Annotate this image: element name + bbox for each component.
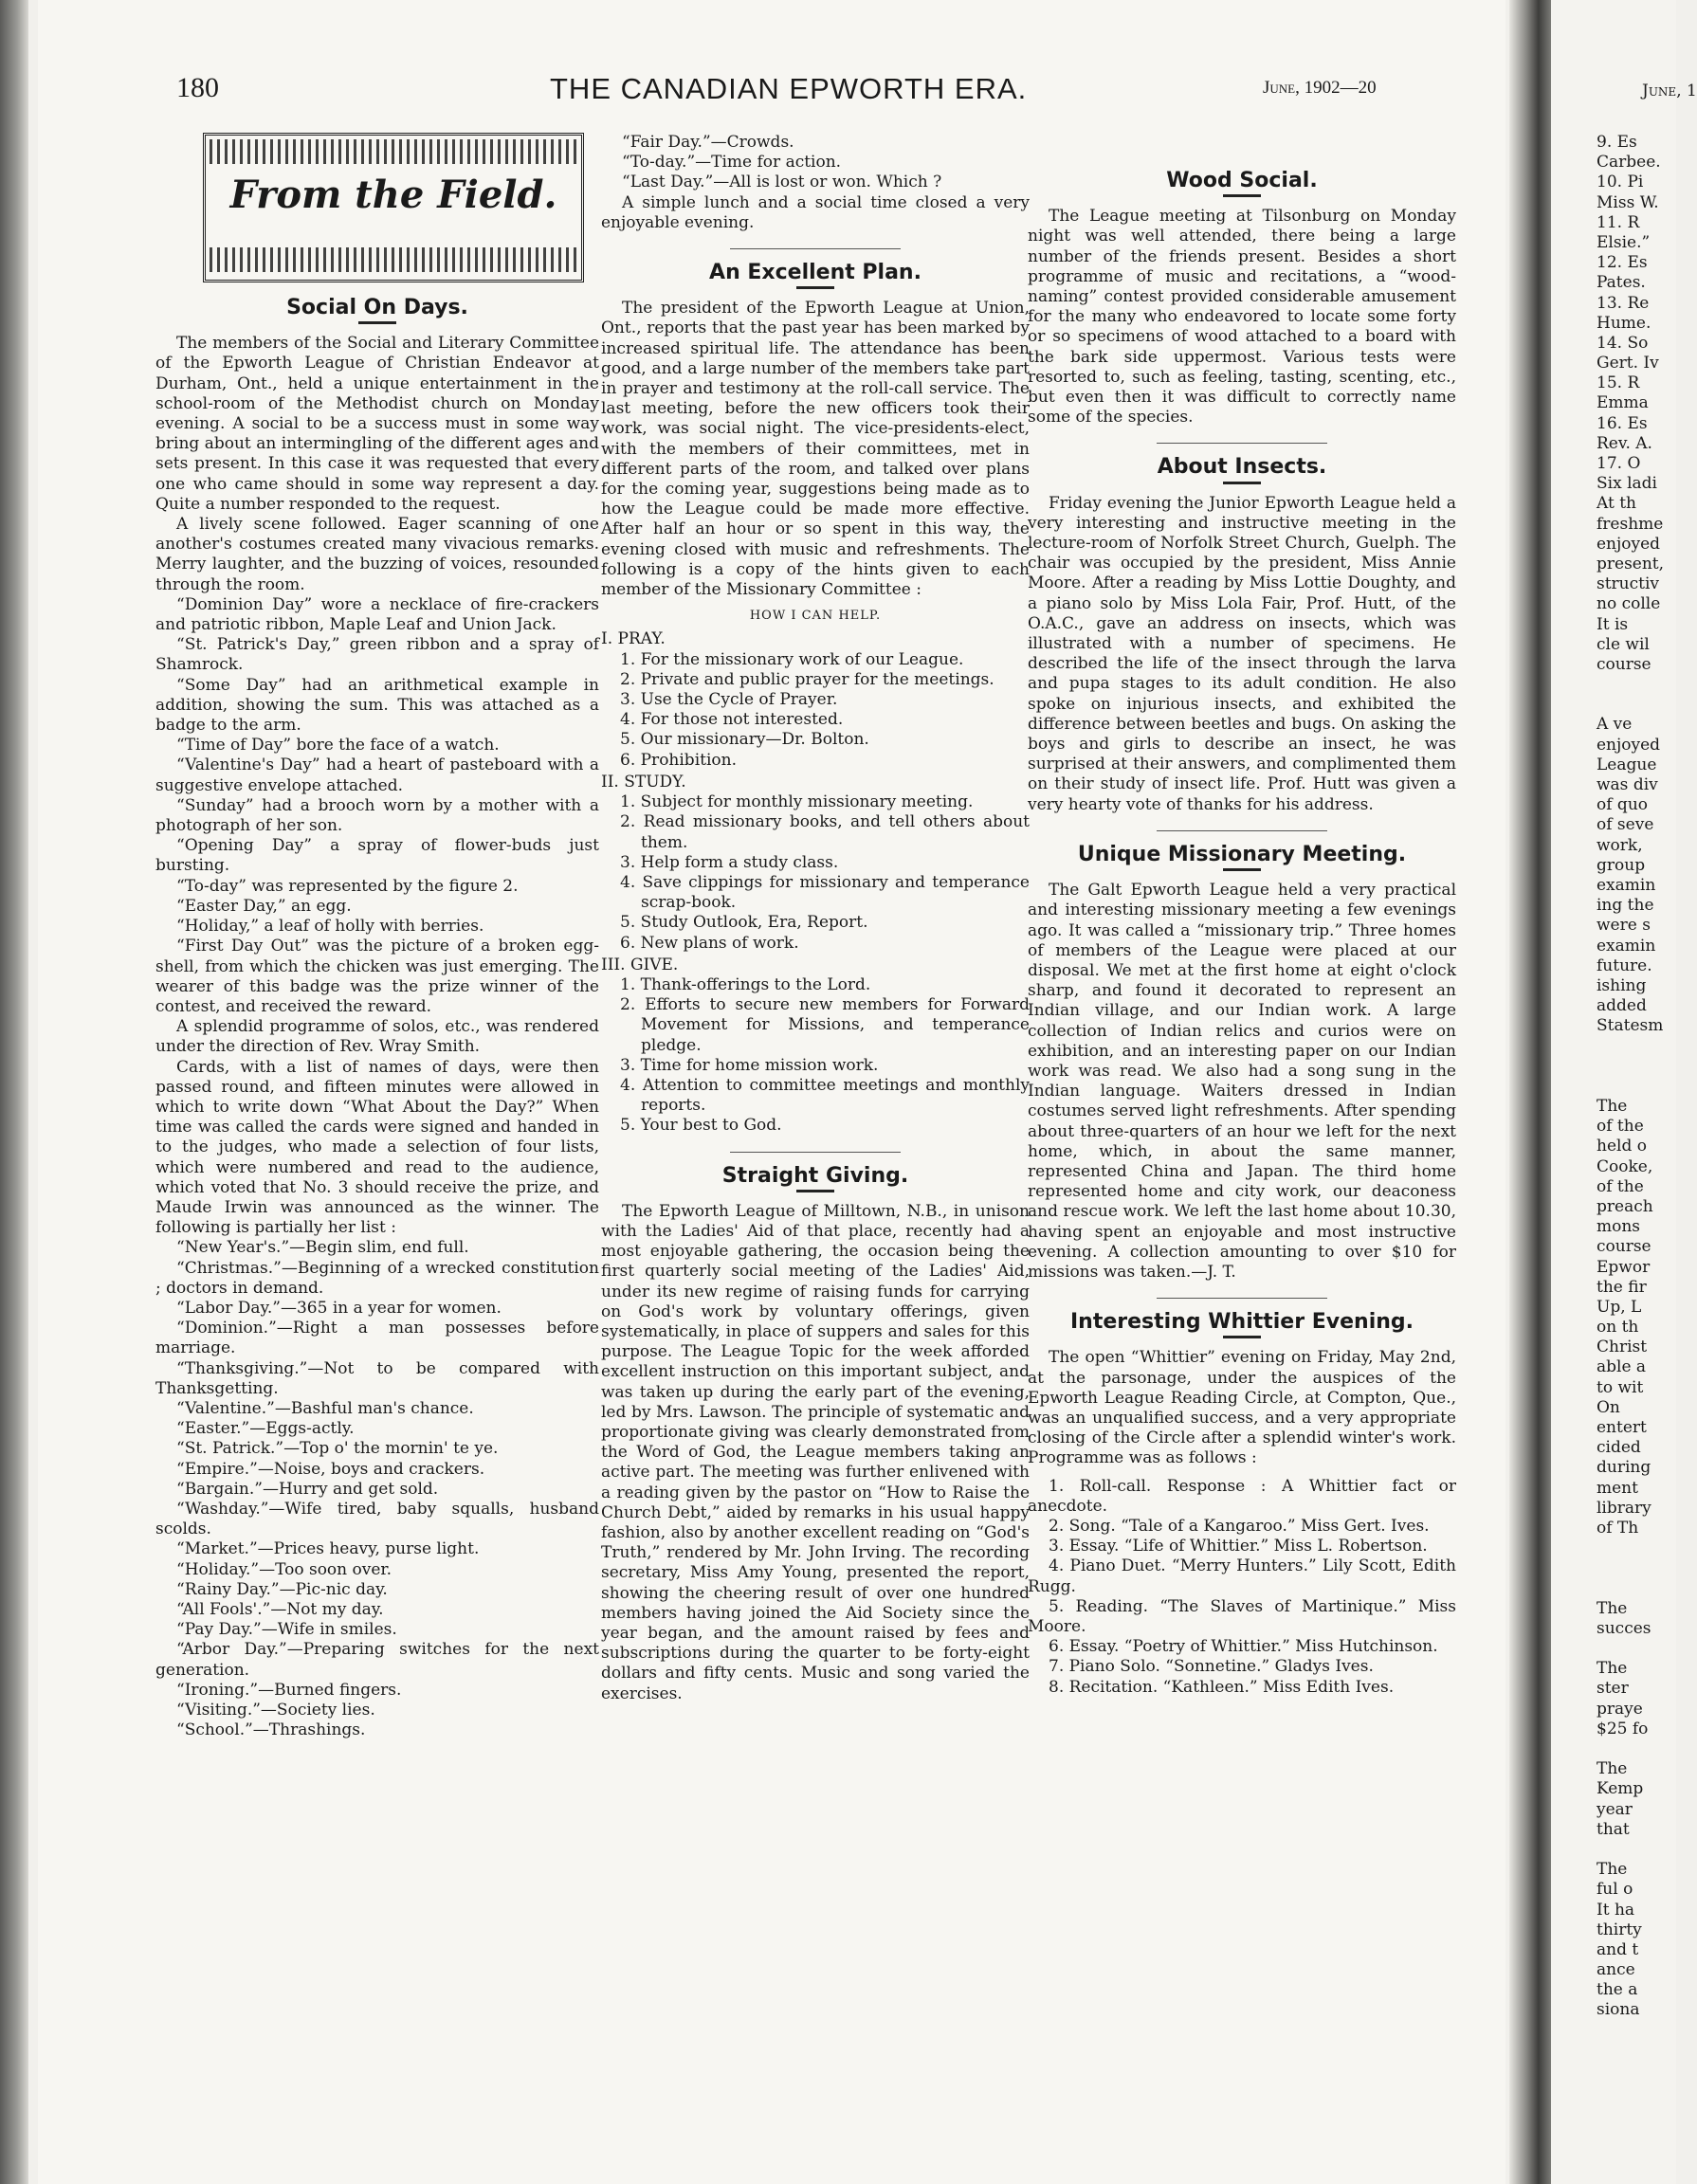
text-line: entert [1597,1418,1647,1437]
text-line: 12. Es [1597,253,1648,273]
text-line: held o [1597,1137,1647,1156]
list-item: 6. Prohibition. [620,750,737,770]
article-paragraph: “School.”—Thrashings. [176,1720,366,1740]
text-line: cided [1597,1438,1641,1458]
programme-item: 1. Roll-call. Response : A Whittier fact or anecdote. [1028,1476,1456,1516]
text-line: A ve [1597,715,1633,735]
article-paragraph: “Visiting.”—Society lies. [176,1701,375,1720]
text-line: the a [1597,1980,1638,2000]
text-line: on th [1597,1318,1639,1338]
text-line: It ha [1597,1900,1635,1920]
issue-date: June, 1902—20 [1263,78,1377,98]
banner-title: From the Field. [229,173,557,217]
text-line: group [1597,855,1646,875]
text-line: ing the [1597,896,1654,916]
article-paragraph: “Opening Day” a spray of flower-buds just bursting. [155,836,599,876]
heading-rule [1223,482,1261,484]
text-line: no colle [1597,594,1661,614]
numbered-list [601,975,1030,1137]
text-line: Elsie.” [1597,232,1651,252]
text-line: examin [1597,875,1656,895]
text-line: 13. Re [1597,293,1650,313]
article-paragraph: The open “Whittier” evening on Friday, May 2nd, at the parsonage, under the auspices of the Epworth League Reading Circle, at Compton, Que., was an unqualified success, and a very appropriate closing of the Circle after a splendid winter's work. Programme was as follows : [1028,1348,1456,1468]
text-line: Miss W. [1597,192,1659,212]
article-paragraph: “First Day Out” was the picture of a broken egg-shell, from which the chicken was just emerging. The wearer of this badge was the prize winner of the contest, and received the reward. [155,937,599,1016]
article-paragraph: “Dominion Day” wore a necklace of fire-crackers and patriotic ribbon, Maple Leaf and Union Jack. [155,594,599,635]
list-item: 2. Private and public prayer for the meetings. [620,669,994,689]
article-paragraph: “Dominion.”—Right a man possesses before marriage. [155,1319,599,1358]
text-line: future. [1597,956,1652,975]
text-line [1597,695,1664,715]
text-line: year [1597,1799,1633,1819]
page-number: 180 [176,72,219,103]
publication-title: THE CANADIAN EPWORTH ERA. [550,72,1028,105]
text-line: were s [1597,916,1651,936]
text-line: structiv [1597,574,1660,594]
text-line: examin [1597,936,1656,956]
article-paragraph: “All Fools'.”—Not my day. [176,1600,384,1619]
article-paragraph: “Washday.”—Wife tired, baby squalls, husband scolds. [155,1499,599,1539]
programme-item: 5. Reading. “The Slaves of Martinique.” Miss Moore. [1028,1596,1456,1636]
text-line: freshme [1597,514,1664,534]
article-paragraph: “Thanksgiving.”—Not to be compared with Thanksgetting. [155,1358,599,1398]
text-line: 11. R [1597,212,1640,232]
article-heading: Straight Giving. [721,1163,909,1188]
page-gutter [1509,0,1551,2184]
text-line: 10. Pi [1597,173,1644,192]
text-line: It is [1597,614,1629,634]
column-2 [601,133,1030,1704]
article-paragraph: The president of the Epworth League at Union, Ont., reports that the past year has been marked by increased spiritual life. The attendance has been good, and a large number of the members take part in prayer and testimony at the roll-call service. The last meeting, before the new officers took their work, was social night. The vice-presidents-elect, with the members of their committees, met in different parts of the room, and talked over plans for the coming year, suggestions being made as to how the League could be made more effective. After half an hour or so spent in this way, the evening closed with music and refreshments. The following is a copy of the hints given to each member of the Missionary Committee : [601,299,1030,600]
list-item: 3. Time for home mission work. [620,1055,879,1075]
article-paragraph: “Holiday.”—Too soon over. [176,1559,392,1579]
article-heading: Interesting Whittier Evening. [1069,1310,1414,1335]
article-paragraph: A lively scene followed. Eager scanning of one another's costumes created many vivacious remarks. Merry laughter, and the buzzing of voices, resounded through the room. [155,515,599,594]
text-line: the fir [1597,1277,1647,1297]
list-item: 4. Save clippings for missionary and temperance scrap-book. [620,872,1030,913]
programme-item: 2. Song. “Tale of a Kangaroo.” Miss Gert. Ives. [1049,1516,1430,1536]
article-paragraph: “New Year's.”—Begin slim, end full. [176,1238,469,1258]
text-line: of seve [1597,815,1654,835]
list-item: 1. Thank-offerings to the Lord. [620,974,871,994]
text-line [1597,1077,1664,1097]
list-item: 6. New plans of work. [620,933,799,953]
text-line: Emma [1597,393,1649,413]
column-3 [1028,171,1456,1698]
list-item: 2. Efforts to secure new members for Forward Movement for Missions, and temperance pledge. [620,995,1030,1055]
numbered-list [601,792,1030,954]
list-item: 3. Use the Cycle of Prayer. [620,690,838,710]
list-heading: II. STUDY. [601,772,686,792]
heading-rule [796,1190,834,1192]
article-paragraph: “Labor Day.”—365 in a year for women. [176,1298,502,1318]
text-line: On [1597,1397,1620,1417]
text-line: mons [1597,1217,1641,1237]
text-line: and t [1597,1939,1639,1959]
programme-item: 8. Recitation. “Kathleen.” Miss Edith Ives. [1049,1677,1395,1697]
text-line: of the [1597,1117,1644,1137]
text-line: praye [1597,1699,1643,1719]
text-line [1597,1579,1664,1599]
article-paragraph: “St. Patrick.”—Top o' the mornin' te ye. [176,1439,499,1459]
text-line: 14. So [1597,333,1649,353]
text-line: Pates. [1597,273,1646,293]
article-paragraph: “Time of Day” bore the face of a watch. [176,736,500,755]
text-line [1597,675,1664,695]
article-heading: Wood Social. [1166,169,1318,192]
article-body [155,334,599,1740]
article-paragraph: Friday evening the Junior Epworth League held a very interesting and instructive meeting in the lecture-room of Norfolk Street Church, Guelph. The chair was occupied by the president, Miss Annie Moore. After a reading by Miss Lottie Doughty, and a piano solo by Miss Lola Fair, Prof. Hutt, of the O.A.C., gave an address on insects, which was illustrated with a number of specimens. He described the life of the insect through the larva and pupa stages to its adult condition. He also spoke on injurious insects, and exhibited the difference between beetles and bugs. On asking the boys and girls to describe an insect, he was surprised at their answers, and complimented them on their study of insect life. Prof. Hutt was given a very hearty vote of thanks for his address. [1028,493,1456,814]
article-paragraph: A simple lunch and a social time closed a very enjoyable evening. [601,192,1030,232]
text-line: Epwor [1597,1257,1651,1277]
text-line: during [1597,1458,1651,1478]
text-line: succes [1597,1618,1651,1638]
text-line: work, [1597,835,1643,855]
text-line: Rev. A. [1597,433,1652,453]
text-line: ment [1597,1478,1638,1498]
text-line: cle wil [1597,634,1650,654]
heading-rule [1223,868,1261,871]
text-line: course [1597,654,1651,674]
text-line: The [1597,1659,1628,1679]
text-line [1597,1558,1664,1578]
article-paragraph: “St. Patrick's Day,” green ribbon and a spray of Shamrock. [155,635,599,675]
article-paragraph: “Valentine.”—Bashful man's chance. [176,1398,474,1418]
list-item: 3. Help form a study class. [620,852,839,872]
programme-item: 3. Essay. “Life of Whittier.” Miss L. Robertson. [1049,1537,1428,1556]
programme-list [1028,1477,1456,1698]
text-line: 16. Es [1597,413,1648,433]
article-paragraph: “Arbor Day.”—Preparing switches for the next generation. [155,1640,599,1680]
list-item: 5. Your best to God. [620,1116,782,1136]
article-paragraph: The League meeting at Tilsonburg on Monday night was well attended, there being a large number of the friends present. Besides a short programme of music and recitations, a “wood-naming” contest provided considerable amusement for the many who endeavored to locate some forty or so specimens of wood attached to a board with the bark side uppermost. Various tests were resorted to, such as feeling, tasting, scenting, etc., but even then it was difficult to correctly name some of the species. [1028,207,1456,428]
heading-rule [1223,194,1261,197]
article-paragraph: “Market.”—Prices heavy, purse light. [176,1539,480,1559]
article-heading: About Insects. [1157,455,1327,480]
text-line [1597,1057,1664,1077]
article-heading: An Excellent Plan. [709,261,921,285]
list-item: 2. Read missionary books, and tell others about them. [620,812,1030,852]
article-heading: Social On Days. [286,296,468,319]
article-paragraph: “Sunday” had a brooch worn by a mother with a photograph of her son. [155,795,599,836]
separator [1157,443,1327,444]
page-header [38,72,1505,114]
article-paragraph: “Bargain.”—Hurry and get sold. [176,1479,439,1499]
text-line: At th [1597,494,1636,514]
text-line: Kemp [1597,1779,1644,1799]
article-paragraph: “Ironing.”—Burned fingers. [176,1680,402,1700]
text-line: League [1597,755,1657,774]
list-item: 5. Our missionary—Dr. Bolton. [620,730,869,750]
text-line: ance [1597,1960,1635,1980]
list-item: 1. Subject for monthly missionary meeting. [620,792,974,812]
list-heading: I. PRAY. [601,629,666,649]
programme-item: 7. Piano Solo. “Sonnetine.” Gladys Ives. [1049,1657,1374,1677]
right-page-header: June, 1 [1642,82,1697,100]
banner-ornament-bottom [210,247,577,272]
separator [1157,1298,1327,1299]
list-item: 5. Study Outlook, Era, Report. [620,913,868,933]
text-line: Hume. [1597,313,1651,333]
article-paragraph: “Easter.”—Eggs-actly. [176,1419,355,1439]
article-paragraph: “Valentine's Day” had a heart of pasteboard with a suggestive envelope attached. [155,755,599,795]
text-line: The [1597,1759,1628,1779]
numbered-list [601,650,1030,771]
article-paragraph: Cards, with a list of names of days, were then passed round, and fifteen minutes were allowed in which to write down “What About the Day?” When time was called the cards were signed and handed in to the judges, who made a selection of four lists, which were numbered and read to the audience, which voted that No. 3 should receive the prize, and Maude Irwin was announced as the winner. The following is partially her list : [155,1057,599,1238]
list-heading: III. GIVE. [601,955,679,974]
text-line: library [1597,1498,1651,1518]
heading-rule [358,321,396,324]
text-line: to wit [1597,1377,1644,1397]
text-line: Statesm [1597,1016,1664,1036]
programme-item: 4. Piano Duet. “Merry Hunters.” Lily Scott, Edith Rugg. [1028,1556,1456,1596]
section-banner [203,133,584,282]
text-line: 17. O [1597,454,1641,473]
text-line: 9. Es [1597,133,1637,152]
book-spine [0,0,28,2184]
article-paragraph: “To-day” was represented by the figure 2. [176,876,519,896]
text-line: ishing [1597,975,1647,995]
article-paragraph: “Empire.”—Noise, boys and crackers. [176,1459,485,1479]
text-line: thirty [1597,1920,1642,1939]
article-paragraph: The Galt Epworth League held a very practical and interesting missionary meeting a few evenings ago. It was called a “missionary trip.” Three homes of members of the League were placed at our disposal. We met at the first home at eight o'clock sharp, and found it decorated to represent an Indian village, and our Indian work. A large collection of Indian relics and curios were on exhibition, and an interesting paper on our Indian work was read. We also had a song sung in the Indian language. Waiters dressed in Indian costumes served light refreshments. After spending about three-quarters of an hour we left for the next home, which, in about the same manner, represented China and Japan. The third home represented home and city work, our deaconess and rescue work. We left the last home about 10.30, having spent an enjoyable and most instructive evening. A collection amounting to over $10 for missions was taken.—J. T. [1028,881,1456,1282]
article-paragraph: “Easter Day,” an egg. [176,896,352,916]
text-line: Up, L [1597,1297,1642,1317]
list-item: 4. Attention to committee meetings and monthly reports. [620,1075,1030,1116]
right-page-text [1597,82,1697,2021]
text-line: was div [1597,775,1658,794]
text-line: enjoyed [1597,534,1661,554]
text-line [1597,1639,1664,1659]
text-line: that [1597,1819,1630,1839]
text-line: Carbee. [1597,153,1661,173]
right-page-lines [1597,133,1664,2021]
text-line [1597,1538,1664,1558]
text-line: preach [1597,1196,1653,1216]
list-title: HOW I CAN HELP. [749,609,882,624]
article-paragraph: “Christmas.”—Beginning of a wrecked constitution ; doctors in demand. [155,1258,599,1298]
programme-item: 6. Essay. “Poetry of Whittier.” Miss Hutchinson. [1049,1637,1438,1657]
text-line: Cooke, [1597,1156,1653,1176]
heading-rule [1223,1336,1261,1338]
text-line: Christ [1597,1338,1648,1357]
text-line: added [1597,996,1647,1016]
text-line [1597,1840,1664,1860]
article-continuation [601,133,1030,233]
text-line: of Th [1597,1518,1639,1538]
text-line: present, [1597,554,1665,573]
separator [730,248,901,249]
text-line: of quo [1597,795,1648,815]
text-line [1597,1036,1664,1056]
text-line: ster [1597,1679,1629,1699]
text-line: able a [1597,1357,1647,1377]
text-line: The [1597,1097,1628,1116]
text-line: enjoyed [1597,735,1661,755]
article-paragraph: “Pay Day.”—Wife in smiles. [176,1620,397,1640]
text-line: Six ladi [1597,474,1657,494]
right-page-fragment [1551,0,1697,2184]
article-paragraph: “Some Day” had an arithmetical example in addition, showing the sum. This was attached as a badge to the arm. [155,675,599,736]
text-line: siona [1597,2000,1640,2020]
article-paragraph: The members of the Social and Literary Committee of the Epworth League of Christian Endeavor at Durham, Ont., held a unique entertainment in the school-room of the Methodist church on Monday evening. A social to be a success must in some way bring about an intermingling of the different ages and sets present. In this case it was requested that every one who came should in some way represent a day. Quite a number responded to the request. [155,334,599,514]
article-paragraph: “Holiday,” a leaf of holly with berries. [176,917,484,937]
heading-rule [796,286,834,289]
text-line: course [1597,1237,1651,1257]
text-line: $25 fo [1597,1719,1649,1738]
article-heading: Unique Missionary Meeting. [1077,842,1407,866]
text-line: The [1597,1860,1628,1880]
article-paragraph: The Epworth League of Milltown, N.B., in unison with the Ladies' Aid of that place, recently had a most enjoyable gathering, the occasion being the first quarterly social meeting of the Ladies' Aid, under its new regime of raising funds for carrying on God's work by voluntary offerings, given systematically, in place of suppers and sales for this purpose. The League Topic for the week afforded excellent instruction on this important subject, and was taken up during the early part of the evening, led by Mrs. Lawson. The principle of systematic and proportionate giving was clearly demonstrated from the Word of God, the League members taking an active part. The meeting was further enlivened with a reading given by the pastor on “How to Raise the Church Debt,” aided by remarks in his usual happy fashion, also by another excellent reading on “God's Truth,” rendered by Mr. John Irving. The recording secretary, Miss Amy Young, presented the report, showing the cheering result of over one hundred members having joined the Aid Society since the year began, and the amount raised by fees and subscriptions during the quarter to be forty-eight dollars and fifty cents. Music and song varied the exercises. [601,1201,1030,1703]
article-paragraph: A splendid programme of solos, etc., was rendered under the direction of Rev. Wray Smith. [155,1017,599,1057]
left-page [38,0,1505,2184]
list-item: 4. For those not interested. [620,710,844,730]
text-line: The [1597,1598,1628,1618]
article-paragraph: “Rainy Day.”—Pic-nic day. [176,1579,388,1599]
banner-ornament-top [210,139,577,164]
article-paragraph: “Fair Day.”—Crowds. [622,133,794,152]
article-paragraph: “To-day.”—Time for action. [622,153,842,173]
list-item: 1. For the missionary work of our League. [620,649,964,669]
text-line: ful o [1597,1880,1633,1900]
text-line: Gert. Iv [1597,354,1659,373]
article-paragraph: “Last Day.”—All is lost or won. Which ? [622,173,942,192]
separator [730,1152,901,1153]
separator [1157,830,1327,831]
text-line: 15. R [1597,373,1640,393]
text-line [1597,1739,1664,1759]
column-1 [155,133,599,1740]
text-line: of the [1597,1176,1644,1196]
